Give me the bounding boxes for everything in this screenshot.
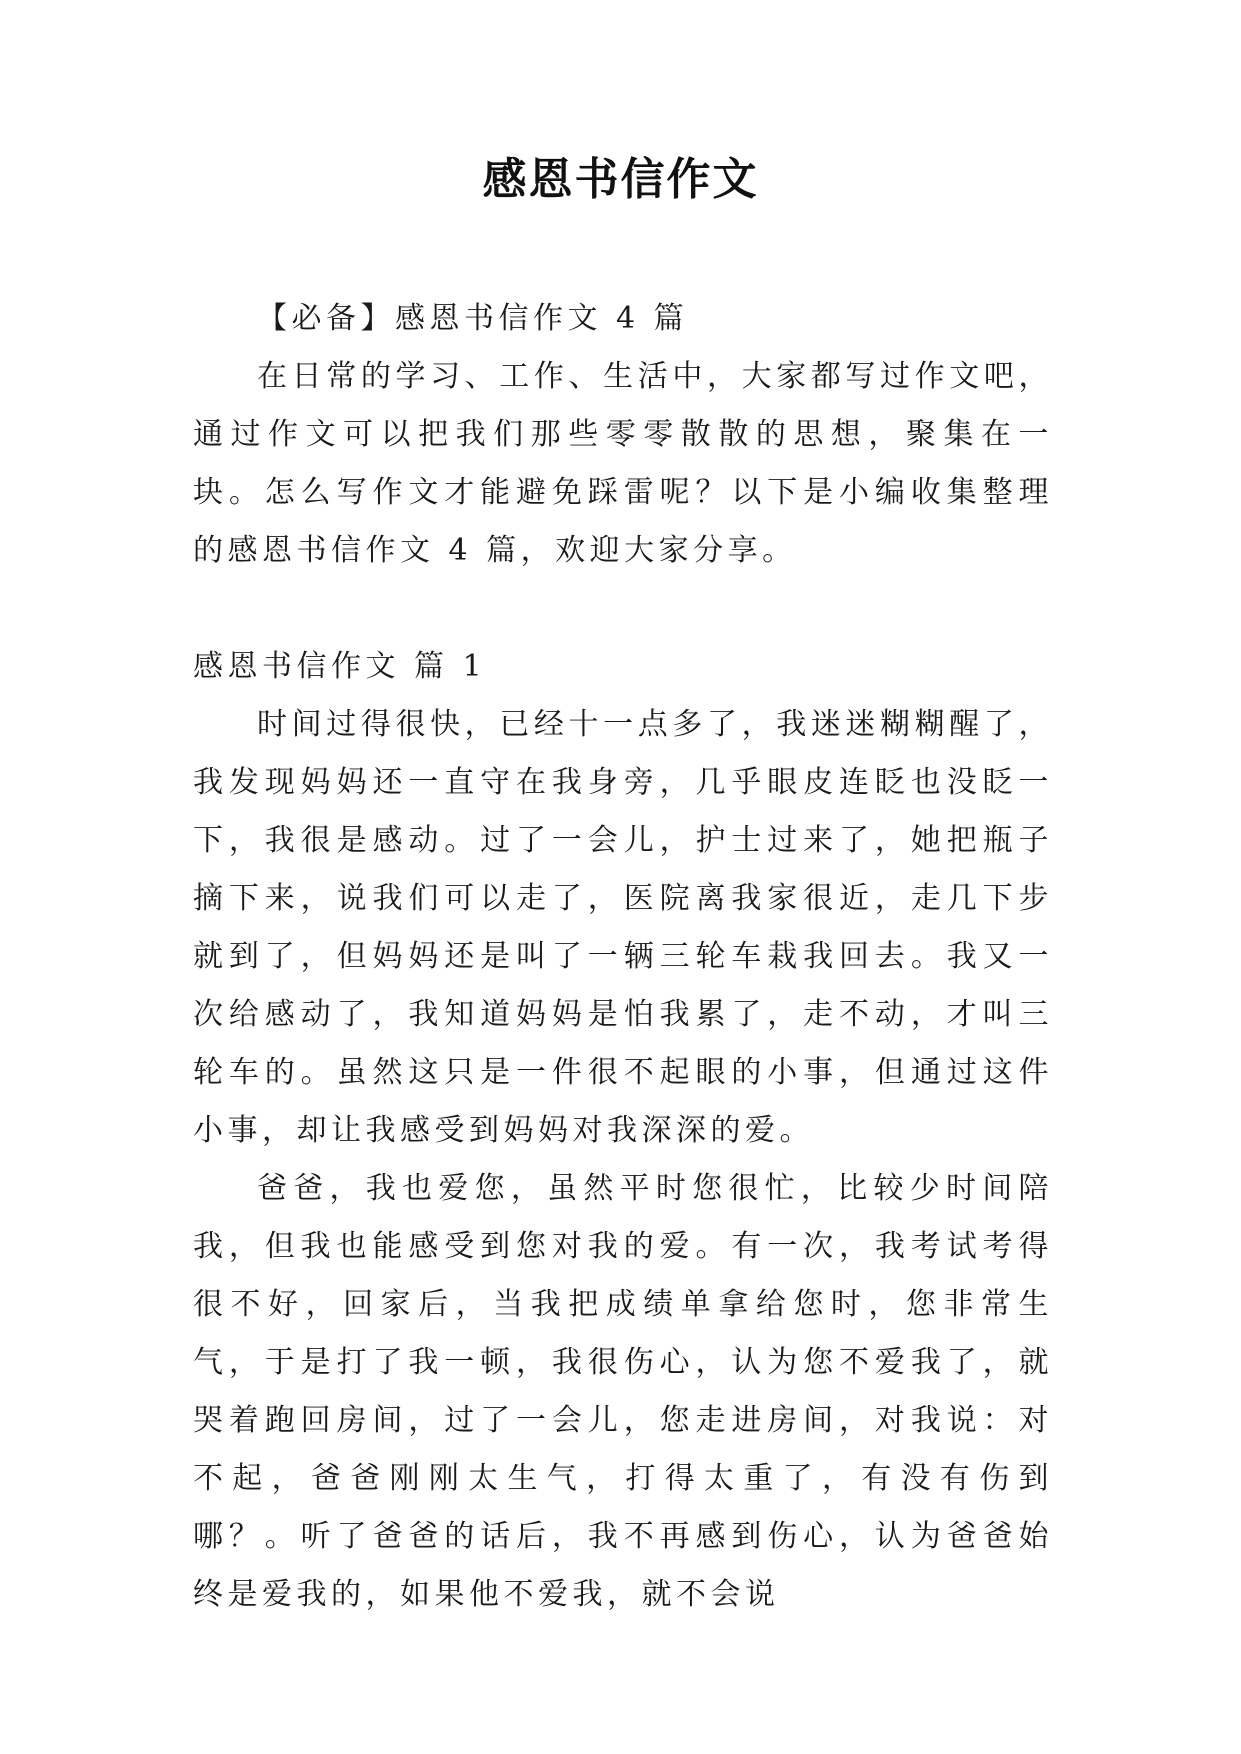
section-heading: 感恩书信作文 篇 1 <box>193 649 487 684</box>
intro-paragraph: 在日常的学习、工作、生活中，大家都写过作文吧，通过作文可以把我们那些零零散散的思想，聚集在一块。怎么写作文才能避免踩雷呢？以下是小编收集整理的感恩书信作文 4 篇，欢迎大家分享。 <box>193 359 1053 568</box>
section-paragraph: 爸爸，我也爱您，虽然平时您很忙，比较少时间陪我，但我也能感受到您对我的爱。有一次，我考试考得很不好，回家后，当我把成绩单拿给您时，您非常生气，于是打了我一顿，我很伤心，认为您不爱我了，就哭着跑回房间，过了一会儿，您走进房间，对我说：对不起，爸爸刚刚太生气，打得太重了，有没有伤到哪？。听了爸爸的话后，我不再感到伤心，认为爸爸始终是爱我的，如果他不爱我，就不会说 <box>193 1171 1053 1612</box>
paragraph-spacer <box>193 580 1053 638</box>
document-title: 感恩书信作文 <box>482 154 759 205</box>
document-body <box>193 290 1053 1624</box>
section-paragraph: 时间过得很快，已经十一点多了，我迷迷糊糊醒了，我发现妈妈还一直守在我身旁，几乎眼皮连眨也没眨一下，我很是感动。过了一会儿，护士过来了，她把瓶子摘下来，说我们可以走了，医院离我家很近，走几下步就到了，但妈妈还是叫了一辆三轮车栽我回去。我又一次给感动了，我知道妈妈是怕我累了，走不动，才叫三轮车的。虽然这只是一件很不起眼的小事，但通过这件小事，却让我感受到妈妈对我深深的爱。 <box>193 707 1053 1148</box>
intro-heading: 【必备】感恩书信作文 4 篇 <box>257 301 689 336</box>
